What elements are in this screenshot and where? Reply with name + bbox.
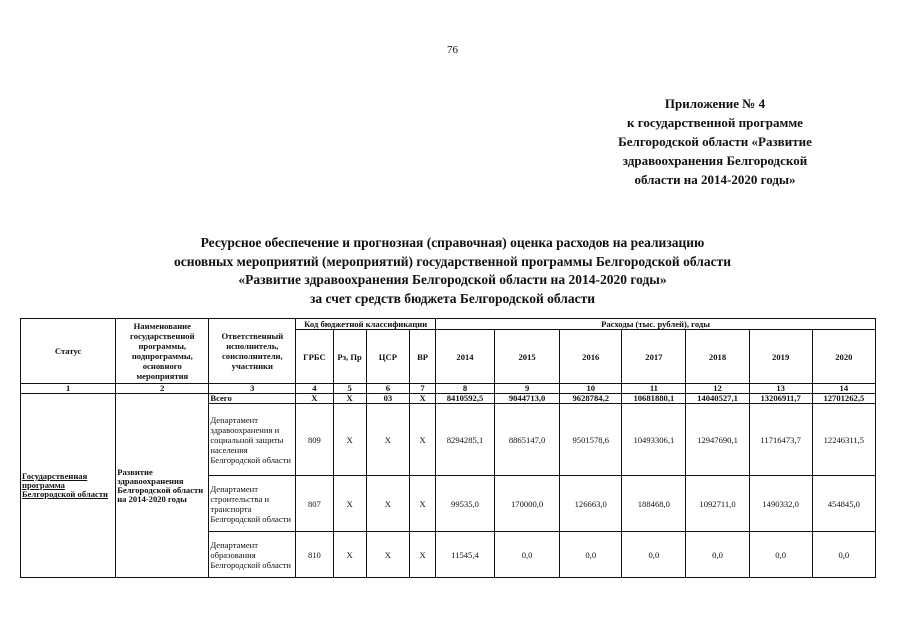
- appendix-line: к государственной программе: [627, 115, 803, 130]
- value-cell: 12701262,5: [812, 394, 875, 404]
- document-title: [60, 234, 845, 308]
- column-number: 11: [622, 384, 686, 394]
- value-cell: 1490332,0: [749, 476, 812, 532]
- csr-cell: X: [366, 532, 409, 578]
- appendix-line: области на 2014-2020 годы»: [634, 172, 796, 187]
- value-cell: 0,0: [686, 532, 749, 578]
- vr-cell: X: [410, 394, 436, 404]
- year-header: 2018: [686, 330, 749, 384]
- csr-cell: 03: [366, 394, 409, 404]
- column-number: 14: [812, 384, 875, 394]
- column-number: 4: [296, 384, 333, 394]
- appendix-line: здравоохранения Белгородской: [622, 153, 808, 168]
- rzpr-header: Рз, Пр: [333, 330, 366, 384]
- value-cell: 11716473,7: [749, 404, 812, 476]
- value-cell: 10681880,1: [622, 394, 686, 404]
- grbs-cell: 809: [296, 404, 333, 476]
- column-number: 13: [749, 384, 812, 394]
- title-line: «Развитие здравоохранения Белгородской области на 2014-2020 годы»: [238, 272, 667, 287]
- value-cell: 0,0: [495, 532, 560, 578]
- year-header: 2014: [436, 330, 495, 384]
- year-header: 2016: [560, 330, 622, 384]
- column-number: 10: [560, 384, 622, 394]
- participant-cell: Департамент строительства и транспорта Белгородской области: [209, 476, 296, 532]
- value-cell: 0,0: [560, 532, 622, 578]
- header-row-1: [21, 319, 876, 330]
- appendix-line: Белгородской области «Развитие: [618, 134, 812, 149]
- value-cell: 14040527,1: [686, 394, 749, 404]
- year-header: 2015: [495, 330, 560, 384]
- rzpr-cell: X: [333, 404, 366, 476]
- grbs-header: ГРБС: [296, 330, 333, 384]
- value-cell: 9501578,6: [560, 404, 622, 476]
- value-cell: 8410592,5: [436, 394, 495, 404]
- column-number: 3: [209, 384, 296, 394]
- column-number: 9: [495, 384, 560, 394]
- table-row-total: [21, 394, 876, 404]
- value-cell: 126663,0: [560, 476, 622, 532]
- column-number: 8: [436, 384, 495, 394]
- program-name: Развитие здравоохранения Белгородской области на 2014-2020 годы: [116, 394, 209, 578]
- value-cell: 11545,4: [436, 532, 495, 578]
- value-cell: 10493306,1: [622, 404, 686, 476]
- column-number: 1: [21, 384, 116, 394]
- appendix-heading: [575, 94, 855, 189]
- value-cell: 9044713,0: [495, 394, 560, 404]
- title-line: основных мероприятий (мероприятий) государственной программы Белгородской области: [174, 253, 731, 269]
- column-number: 12: [686, 384, 749, 394]
- appendix-line: Приложение № 4: [664, 96, 766, 111]
- vr-cell: X: [410, 404, 436, 476]
- value-cell: 9628784,2: [560, 394, 622, 404]
- grbs-cell: 810: [296, 532, 333, 578]
- participant-cell: Департамент здравоохранения и социальной защиты населения Белгородской области: [209, 404, 296, 476]
- rzpr-cell: X: [333, 476, 366, 532]
- value-cell: 1092711,0: [686, 476, 749, 532]
- year-header: 2020: [812, 330, 875, 384]
- status-value: Государственная программа Белгородской области: [21, 394, 116, 578]
- column-number: 5: [333, 384, 366, 394]
- value-cell: 0,0: [749, 532, 812, 578]
- title-line: за счет средств бюджета Белгородской области: [309, 290, 596, 306]
- value-cell: 8865147,0: [495, 404, 560, 476]
- value-cell: 99535,0: [436, 476, 495, 532]
- grbs-cell: X: [296, 394, 333, 404]
- responsible-header: Ответственный исполнитель, соисполнители, участники: [209, 319, 296, 384]
- value-cell: 188468,0: [622, 476, 686, 532]
- value-cell: 12246311,5: [812, 404, 875, 476]
- budget-table: [20, 318, 876, 578]
- year-header: 2019: [749, 330, 812, 384]
- year-header: 2017: [622, 330, 686, 384]
- column-number: 2: [116, 384, 209, 394]
- value-cell: 0,0: [622, 532, 686, 578]
- participant-cell: Всего: [209, 394, 296, 404]
- name-header: Наименование государственной программы, подпрограммы, основного мероприятия: [116, 319, 209, 384]
- vr-cell: X: [410, 532, 436, 578]
- value-cell: 8294285,1: [436, 404, 495, 476]
- csr-header: ЦСР: [366, 330, 409, 384]
- csr-cell: X: [366, 476, 409, 532]
- page-number: 76: [447, 44, 458, 56]
- vr-cell: X: [410, 476, 436, 532]
- rzpr-cell: X: [333, 394, 366, 404]
- vr-header: ВР: [410, 330, 436, 384]
- title-line: Ресурсное обеспечение и прогнозная (справочная) оценка расходов на реализацию: [200, 235, 705, 250]
- column-number: 6: [366, 384, 409, 394]
- value-cell: 12947690,1: [686, 404, 749, 476]
- grbs-cell: 807: [296, 476, 333, 532]
- csr-cell: X: [366, 404, 409, 476]
- rzpr-cell: X: [333, 532, 366, 578]
- value-cell: 454845,0: [812, 476, 875, 532]
- status-header: Статус: [21, 319, 116, 384]
- value-cell: 170000,0: [495, 476, 560, 532]
- column-number-row: [21, 384, 876, 394]
- column-number: 7: [410, 384, 436, 394]
- value-cell: 0,0: [812, 532, 875, 578]
- value-cell: 13206911,7: [749, 394, 812, 404]
- budget-code-header: Код бюджетной классификации: [296, 319, 436, 330]
- participant-cell: Департамент образования Белгородской области: [209, 532, 296, 578]
- expenses-header: Расходы (тыс. рублей), годы: [436, 319, 876, 330]
